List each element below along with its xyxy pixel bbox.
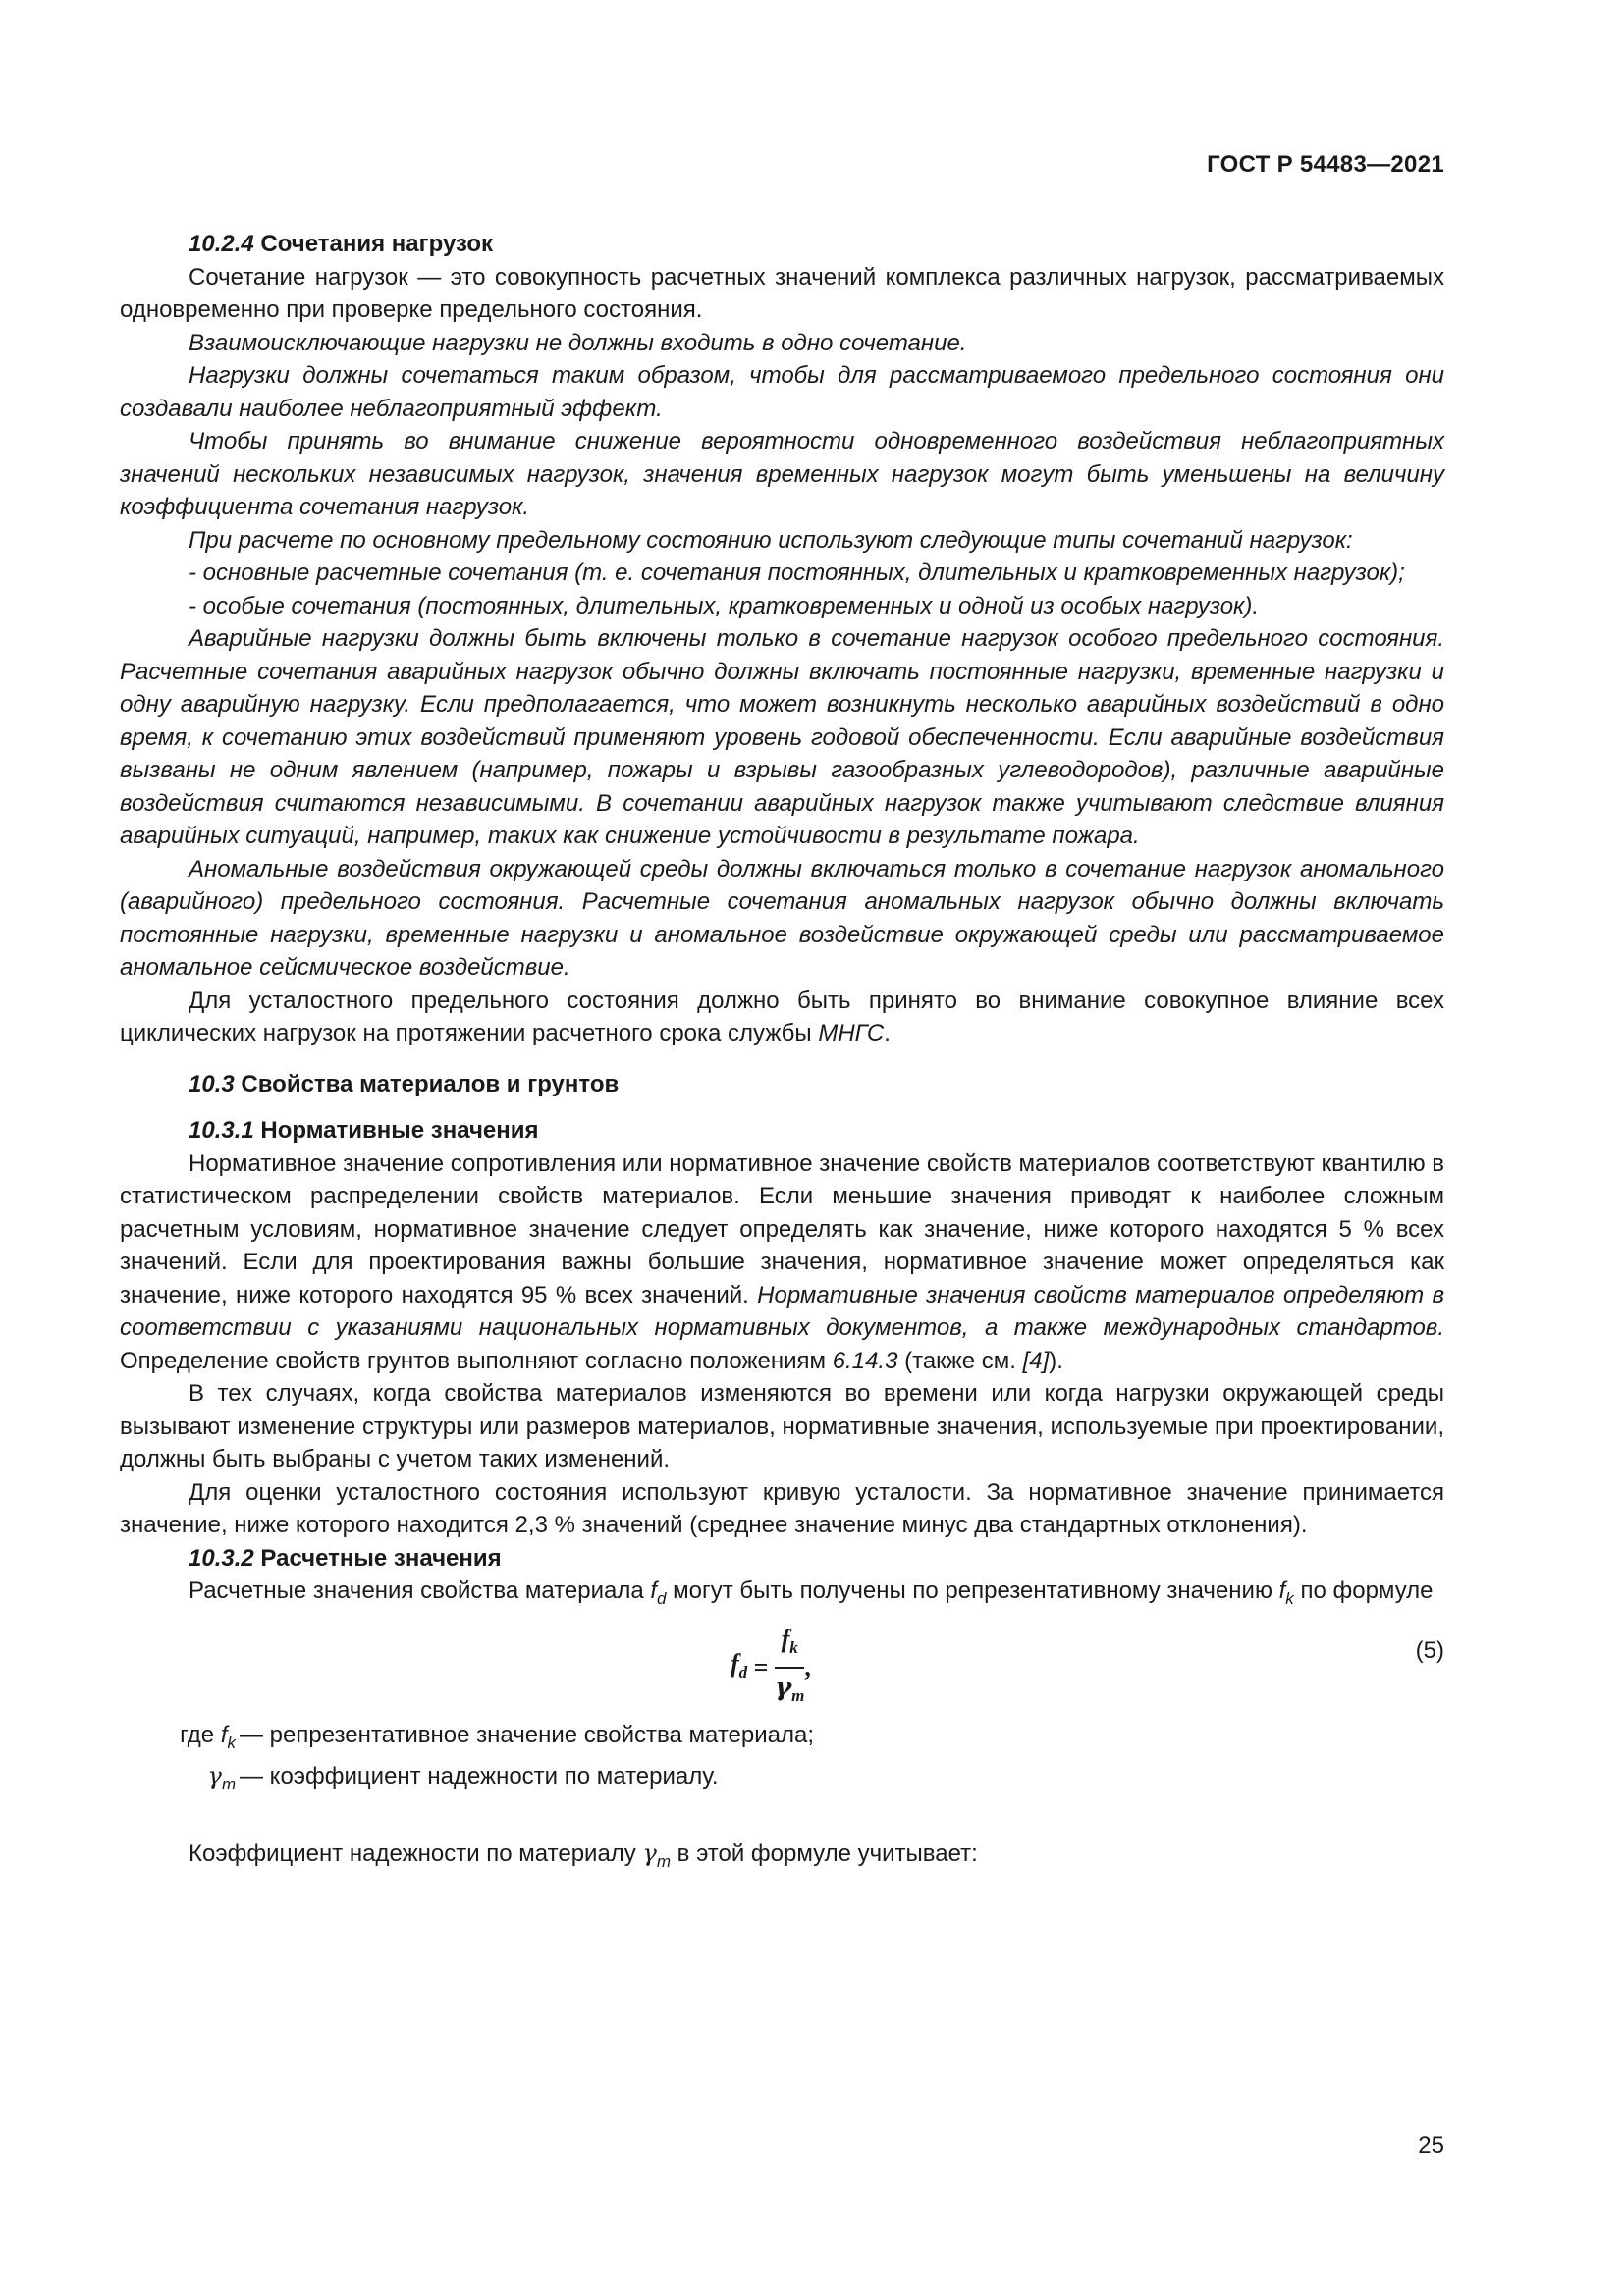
text-run: ). — [1049, 1347, 1063, 1374]
symbol-f-k: $f_k$ — [1278, 1577, 1294, 1608]
legend-row — [120, 1760, 1444, 1800]
legend-symbol: где $f_k$ — [180, 1722, 236, 1753]
page-number: 25 — [1418, 2132, 1444, 2159]
paragraph: Аварийные нагрузки должны быть включены только в сочетание нагрузок особого предельного состояния. Расчетные сочетания аварийных нагрузок обычно должны включать постоянные нагрузки, временные нагрузки и одну аварийную нагрузку. Если предполагается, что может возникнуть несколько аварийных воздействий в одно время, к сочетанию этих воздействий применяют уровень годовой обеспеченности. Если аварийные воздействия вызваны не одним явлением (например, пожары и взрывы газообразных углеводородов), различные аварийные воздействия считаются независимыми. В сочетании аварийных нагрузок также учитывают следствие влияния аварийных ситуаций, например, таких как снижение устойчивости в результате пожара. — [120, 625, 1444, 849]
text-run: Нормативные значения свойств материалов определяют в соответствии с указаниями национальных нормативных документов, а также международных стандартов. — [120, 1281, 1445, 1341]
symbol-legend — [120, 1719, 1444, 1800]
paragraph: Аномальные воздействия окружающей среды должны включаться только в сочетание нагрузок аномального (аварийного) предельного состояния. Расчетные сочетания аномальных нагрузок обычно должны включать постоянные нагрузки, временные нагрузки и аномальное воздействие окружающей среды или рассматриваемое аномальное сейсмическое воздействие. — [120, 855, 1444, 981]
text-run: в этой формуле учитывает: — [670, 1840, 978, 1867]
section-number: 10.2.4 — [189, 231, 254, 257]
section-heading-10-2-4 — [120, 228, 1444, 261]
section-number: 10.3.2 — [189, 1544, 254, 1572]
paragraph — [120, 985, 1444, 1050]
text-run: Нормативное значение сопротивления или нормативное значение свойств материалов соответствуют квантилю в статистическом распределении свойств материалов. Если меньшие значения приводят к наиболее сложным расчетным условиям, нормативное значение следует определять как значение, ниже которого находятся 5 % всех значений. Если для проектирования важны большие значения, нормативное значение может определяться как значение, ниже которого находятся 95 % всех значений. — [120, 1149, 1445, 1308]
cross-reference: 6.14.3 — [832, 1347, 898, 1374]
text-run: Определение свойств грунтов выполняют согласно положениям — [120, 1347, 833, 1374]
section-heading-10-3-2 — [120, 1542, 1444, 1575]
paragraph: Чтобы принять во внимание снижение вероятности одновременного воздействия неблагоприятных значений нескольких независимых нагрузок, значения временных нагрузок могут быть уменьшены на величину коэффициента сочетания нагрузок. — [120, 428, 1444, 520]
section-title: Нормативные значения — [260, 1117, 539, 1144]
text-run: могут быть получены по репрезентативному значению — [666, 1577, 1279, 1604]
document-body — [120, 228, 1444, 1878]
legend-text: — коэффициент надежности по материалу. — [240, 1762, 719, 1789]
section-number: 10.3 — [189, 1070, 235, 1097]
paragraph: Сочетание нагрузок — это совокупность расчетных значений комплекса различных нагрузок, рассматриваемых одновременно при проверке предельного состояния. — [120, 263, 1444, 323]
symbol-f-d: $f_d$ — [650, 1577, 667, 1608]
list-item: - особые сочетания (постоянных, длительных, кратковременных и одной из особых нагрузок). — [189, 592, 1260, 619]
section-title: Свойства материалов и грунтов — [241, 1070, 620, 1097]
paragraph — [120, 1575, 1444, 1615]
fraction: $\frac{f_k}{\gamma_m}$ — [775, 1625, 805, 1706]
text-run: Для усталостного предельного состояния должно быть принято во внимание совокупное влияние всех циклических нагрузок на протяжении расчетного срока службы — [120, 987, 1444, 1046]
text-run: Расчетные значения свойства материала — [189, 1577, 651, 1604]
symbol-gamma-m: $\gamma_m$ — [642, 1839, 671, 1871]
text-run: МНГС — [818, 1020, 885, 1046]
paragraph: В тех случаях, когда свойства материалов изменяются во времени или когда нагрузки окружающей среды вызывают изменение структуры или размеров материалов, нормативные значения, используемые при проектировании, должны быть выбраны с учетом таких изменений. — [120, 1380, 1444, 1472]
text-run: . — [884, 1020, 891, 1046]
list-item: - основные расчетные сочетания (т. е. сочетания постоянных, длительных и кратковременных нагрузок); — [189, 560, 1405, 586]
text-run: (также см. — [897, 1347, 1023, 1374]
legend-symbol: $\gamma_m$ — [207, 1761, 236, 1793]
formula-expression: $f_d$ = $\frac{f_k}{\gamma_m}$ , — [731, 1623, 811, 1712]
paragraph: Для оценки усталостного состояния используют кривую усталости. За нормативное значение принимается значение, ниже которого находится 2,3 % значений (среднее значение минус два стандартных отклонения). — [120, 1478, 1444, 1538]
text-run: Коэффициент надежности по материалу — [189, 1840, 643, 1867]
document-header: ГОСТ Р 54483—2021 — [1207, 151, 1444, 178]
legend-row — [120, 1719, 1444, 1759]
section-title: Сочетания нагрузок — [260, 231, 494, 257]
paragraph — [120, 1838, 1444, 1878]
text-run: по формуле — [1293, 1577, 1434, 1604]
formula-5 — [120, 1623, 1444, 1707]
section-heading-10-3 — [120, 1068, 1444, 1101]
section-title: Расчетные значения — [260, 1544, 502, 1572]
legend-text: — репрезентативное значение свойства материала; — [240, 1722, 815, 1749]
paragraph: Нагрузки должны сочетаться таким образом, чтобы для рассматриваемого предельного состояния они создавали наиболее неблагоприятный эффект. — [120, 362, 1444, 422]
paragraph: При расчете по основному предельному состоянию используют следующие типы сочетаний нагрузок: — [189, 526, 1353, 554]
paragraph — [120, 1148, 1444, 1378]
citation: [4] — [1022, 1347, 1050, 1374]
section-number: 10.3.1 — [189, 1117, 254, 1144]
paragraph: Взаимоисключающие нагрузки не должны входить в одно сочетание. — [189, 329, 967, 356]
equation-number: (5) — [1415, 1637, 1444, 1665]
section-heading-10-3-1 — [120, 1114, 1444, 1148]
